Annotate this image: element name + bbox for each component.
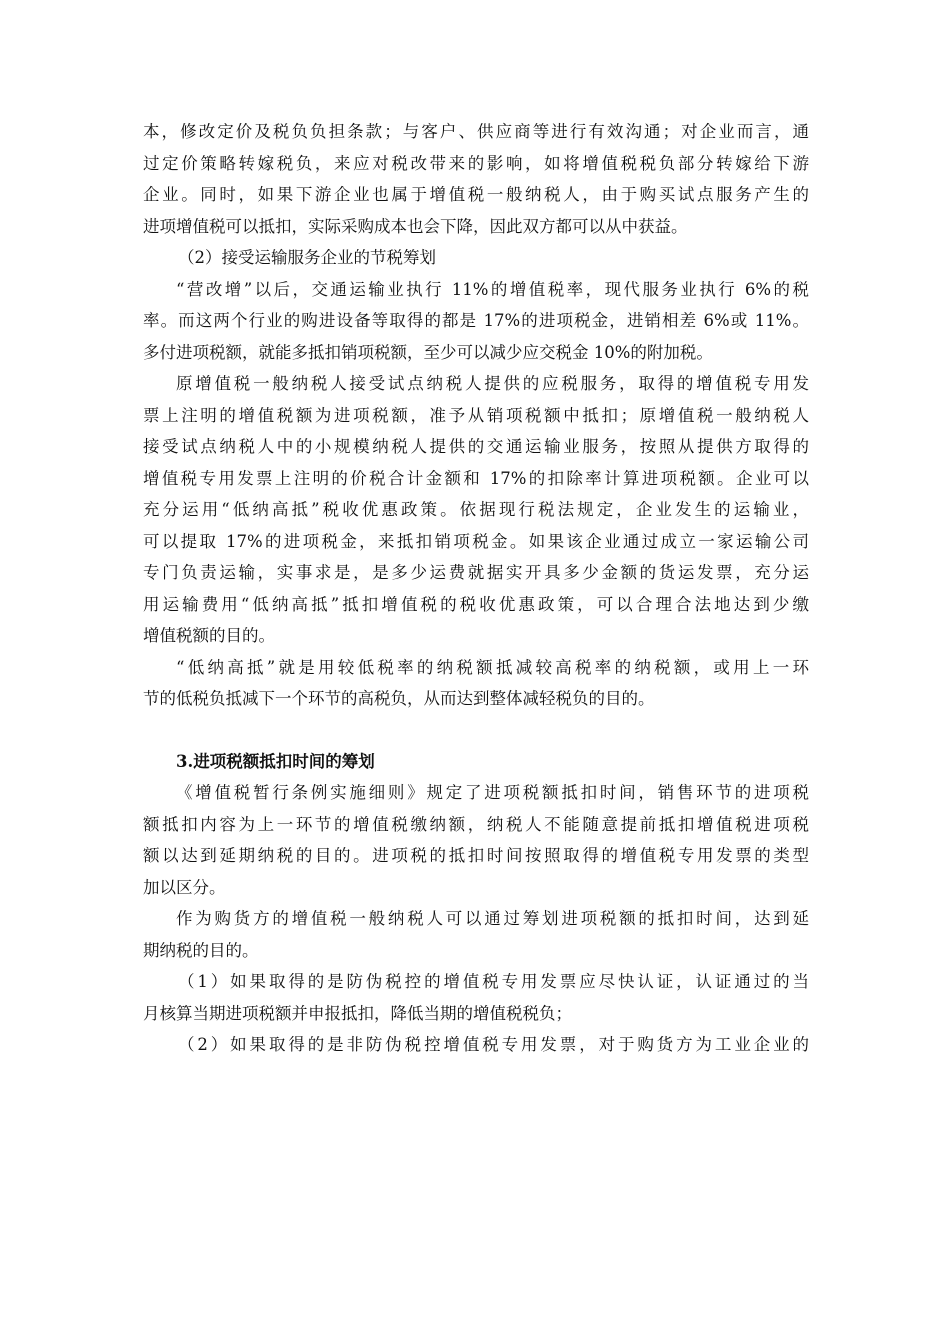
paragraph-input-tax-deduction	[143, 368, 809, 652]
paragraph-pricing-strategy	[143, 116, 809, 242]
text-line: 可以提取 17%的进项税金，来抵扣销项税金。如果该企业通过成立一家运输公司	[143, 531, 809, 551]
text-line: （2）如果取得的是非防伪税控增值税专用发票，对于购货方为工业企业的	[178, 1035, 809, 1054]
text-line: 《增值税暂行条例实施细则》规定了进项税额抵扣时间，销售环节的进项税	[176, 783, 809, 802]
text-line: 企业。同时，如果下游企业也属于增值税一般纳税人，由于购买试点服务产生的	[143, 185, 809, 204]
text-line: 本，修改定价及税负负担条款；与客户、供应商等进行有效沟通；对企业而言，通	[143, 122, 809, 141]
text-line: 作为购货方的增值税一般纳税人可以通过筹划进项税额的抵扣时间，达到延	[176, 909, 809, 928]
section-heading-3	[143, 746, 809, 778]
section-gap	[143, 715, 809, 746]
text-line: 进项增值税可以抵扣，实际采购成本也会下降，因此双方都可以从中获益。	[143, 216, 688, 236]
text-line: 月核算当期进项税额并申报抵扣，降低当期的增值税税负；	[143, 1003, 572, 1023]
section-title: 3.进项税额抵扣时间的筹划	[176, 751, 375, 771]
text-line: 增值税额的目的。	[143, 626, 275, 645]
text-line: 加以区分。	[143, 877, 226, 897]
list-item-1	[143, 966, 809, 1029]
list-item-2	[143, 1029, 809, 1061]
text-line: 额抵扣内容为上一环节的增值税缴纳额，纳税人不能随意提前抵扣增值税进项税	[143, 814, 809, 834]
paragraph-low-high-definition	[143, 652, 809, 715]
text-line: 额以达到延期纳税的目的。进项税的抵扣时间按照取得的增值税专用发票的类型	[143, 846, 809, 865]
text-line: 原增值税一般纳税人接受试点纳税人提供的应税服务，取得的增值税专用发	[176, 374, 809, 393]
text-line: （2）接受运输服务企业的节税筹划	[178, 248, 436, 267]
text-line: 节的低税负抵减下一个环节的高税负，从而达到整体减轻税负的目的。	[143, 689, 655, 708]
text-line: 多付进项税额，就能多抵扣销项税额，至少可以减少应交税金 10%的附加税。	[143, 342, 713, 362]
subheading-transport-service	[143, 242, 809, 274]
text-line: 用运输费用“低纳高抵”抵扣增值税的税收优惠政策，可以合理合法地达到少缴	[143, 594, 809, 614]
document-page	[143, 116, 809, 1061]
text-line: 票上注明的增值税额为进项税额，准予从销项税额中抵扣；原增值税一般纳税人	[143, 405, 809, 425]
paragraph-regulation	[143, 777, 809, 903]
paragraph-tax-rates	[143, 274, 809, 369]
text-line: 增值税专用发票上注明的价税合计金额和 17%的扣除率计算进项税额。企业可以	[143, 468, 809, 488]
text-line: （1）如果取得的是防伪税控的增值税专用发票应尽快认证，认证通过的当	[178, 972, 809, 991]
text-line: 接受试点纳税人中的小规模纳税人提供的交通运输业服务，按照从提供方取得的	[143, 437, 809, 456]
text-line: 率。而这两个行业的购进设备等取得的都是 17%的进项税金，进销相差 6%或 11%。	[143, 311, 809, 330]
text-line: 过定价策略转嫁税负，来应对税改带来的影响，如将增值税税负部分转嫁给下游	[143, 153, 809, 173]
text-line: 充分运用“低纳高抵”税收优惠政策。依据现行税法规定，企业发生的运输业，	[143, 500, 809, 519]
text-line: 专门负责运输，实事求是，是多少运费就据实开具多少金额的货运发票，充分运	[143, 563, 809, 582]
text-line: “低纳高抵”就是用较低税率的纳税额抵减较高税率的纳税额，或用上一环	[176, 657, 809, 677]
paragraph-purchaser-planning	[143, 903, 809, 966]
text-line: “营改增”以后，交通运输业执行 11%的增值税率，现代服务业执行 6%的税	[176, 279, 809, 299]
text-line: 期纳税的目的。	[143, 940, 259, 960]
